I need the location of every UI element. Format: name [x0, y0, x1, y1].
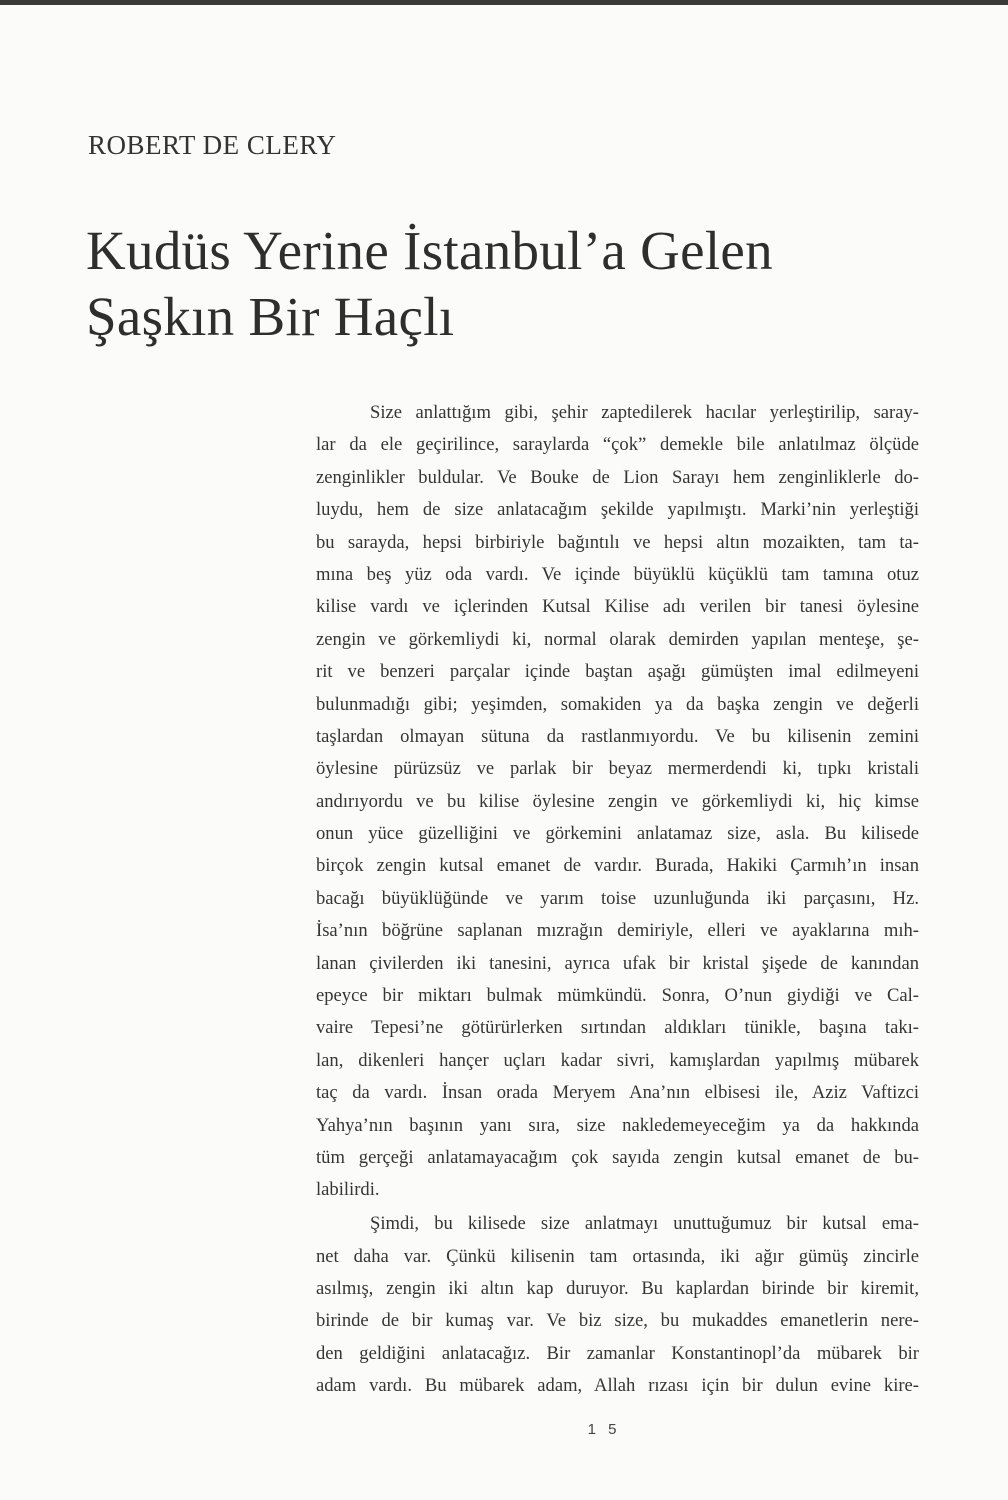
text-line: rit ve benzeri parçalar içinde baştan aşağı gümüşten imal edilmeyeni	[316, 661, 919, 683]
text-line: kilise vardı ve içlerinden Kutsal Kilise adı verilen bir tanesi öylesine	[316, 596, 919, 618]
text-line: birinde de bir kumaş var. Ve biz size, bu mukaddes emanetlerin nere-	[316, 1310, 919, 1332]
text-line: den geldiğini anlatacağız. Bir zamanlar Konstantinopl’da mübarek bir	[316, 1342, 919, 1364]
text-line: bacağı büyüklüğünde ve yarım toise uzunluğunda iki parçasını, Hz.	[316, 887, 919, 909]
chapter-title-line: Şaşkın Bir Haçlı	[86, 286, 455, 347]
body-text	[316, 397, 919, 1403]
text-line: Yahya’nın başının yanı sıra, size nakledemeyeceğim ya da hakkında	[316, 1114, 919, 1136]
text-line: Şimdi, bu kilisede size anlatmayı unuttuğumuz bir kutsal ema-	[370, 1213, 919, 1235]
text-line: bulunmadığı gibi; yeşimden, somakiden ya da başka zengin ve değerli	[316, 693, 919, 715]
text-line: adam vardı. Bu mübarek adam, Allah rızası için bir dulun evine kire-	[316, 1375, 919, 1397]
text-line: vaire Tepesi’ne götürürlerken sırtından aldıkları tünikle, başına takı-	[316, 1017, 919, 1039]
text-line: epeyce bir miktarı bulmak mümkündü. Sonra, O’nun giydiği ve Cal-	[316, 985, 919, 1007]
text-line: andırıyordu ve bu kilise öylesine zengin ve görkemliydi ki, hiç kimse	[316, 790, 919, 812]
chapter-title	[86, 218, 773, 350]
text-line: lar da ele geçirilince, saraylarda “çok” demekle bile anlatılmaz ölçüde	[316, 434, 919, 456]
text-line: lan, dikenleri hançer uçları kadar sivri, kamışlardan yapılmış mübarek	[316, 1049, 919, 1071]
text-line: Size anlattığım gibi, şehir zaptedilerek hacılar yerleştirilip, saray-	[370, 402, 919, 423]
text-line: labilirdi.	[316, 1179, 380, 1201]
text-line: zengin ve görkemliydi ki, normal olarak demirden yapılan menteşe, şe-	[316, 628, 919, 650]
text-line: lanan çivilerden iki tanesini, ayrıca ufak bir kristal şişede de kanından	[316, 952, 919, 974]
paragraph	[316, 1208, 919, 1402]
text-line: öylesine pürüzsüz ve parlak bir beyaz mermerdendi ki, tıpkı kristali	[316, 758, 919, 780]
page-number: 1 5	[587, 1421, 621, 1438]
text-line: İsa’nın böğrüne saplanan mızrağın demiriyle, elleri ve ayaklarına mıh-	[316, 920, 919, 942]
text-line: mına beş yüz oda vardı. Ve içinde büyüklü küçüklü tam tamına otuz	[316, 563, 919, 585]
text-line: tüm gerçeği anlatamayacağım çok sayıda zengin kutsal emanet de bu-	[316, 1146, 919, 1168]
chapter-title-line: Kudüs Yerine İstanbul’a Gelen	[86, 220, 773, 281]
text-line: taç da vardı. İnsan orada Meryem Ana’nın elbisesi ile, Aziz Vaftizci	[316, 1082, 919, 1104]
text-line: onun yüce güzelliğini ve görkemini anlatamaz size, asla. Bu kilisede	[316, 823, 919, 845]
page-top-edge	[0, 0, 1008, 5]
text-line: net daha var. Çünkü kilisenin tam ortasında, iki ağır gümüş zincirle	[316, 1245, 919, 1267]
text-line: birçok zengin kutsal emanet de vardır. Burada, Hakiki Çarmıh’ın insan	[316, 855, 919, 877]
paragraph	[316, 397, 919, 1207]
text-line: luydu, hem de size anlatacağım şekilde yapılmıştı. Marki’nin yerleştiği	[316, 499, 919, 521]
text-line: taşlardan olmayan sütuna da rastlanmıyordu. Ve bu kilisenin zemini	[316, 725, 919, 747]
text-line: asılmış, zengin iki altın kap duruyor. Bu kaplardan birinde bir kiremit,	[316, 1278, 919, 1300]
text-line: zenginlikler buldular. Ve Bouke de Lion Sarayı hem zenginliklerle do-	[316, 466, 919, 488]
text-line: bu sarayda, hepsi birbiriyle bağıntılı ve hepsi altın mozaikten, tam ta-	[316, 531, 919, 553]
chapter-author: ROBERT DE CLERY	[88, 130, 337, 160]
